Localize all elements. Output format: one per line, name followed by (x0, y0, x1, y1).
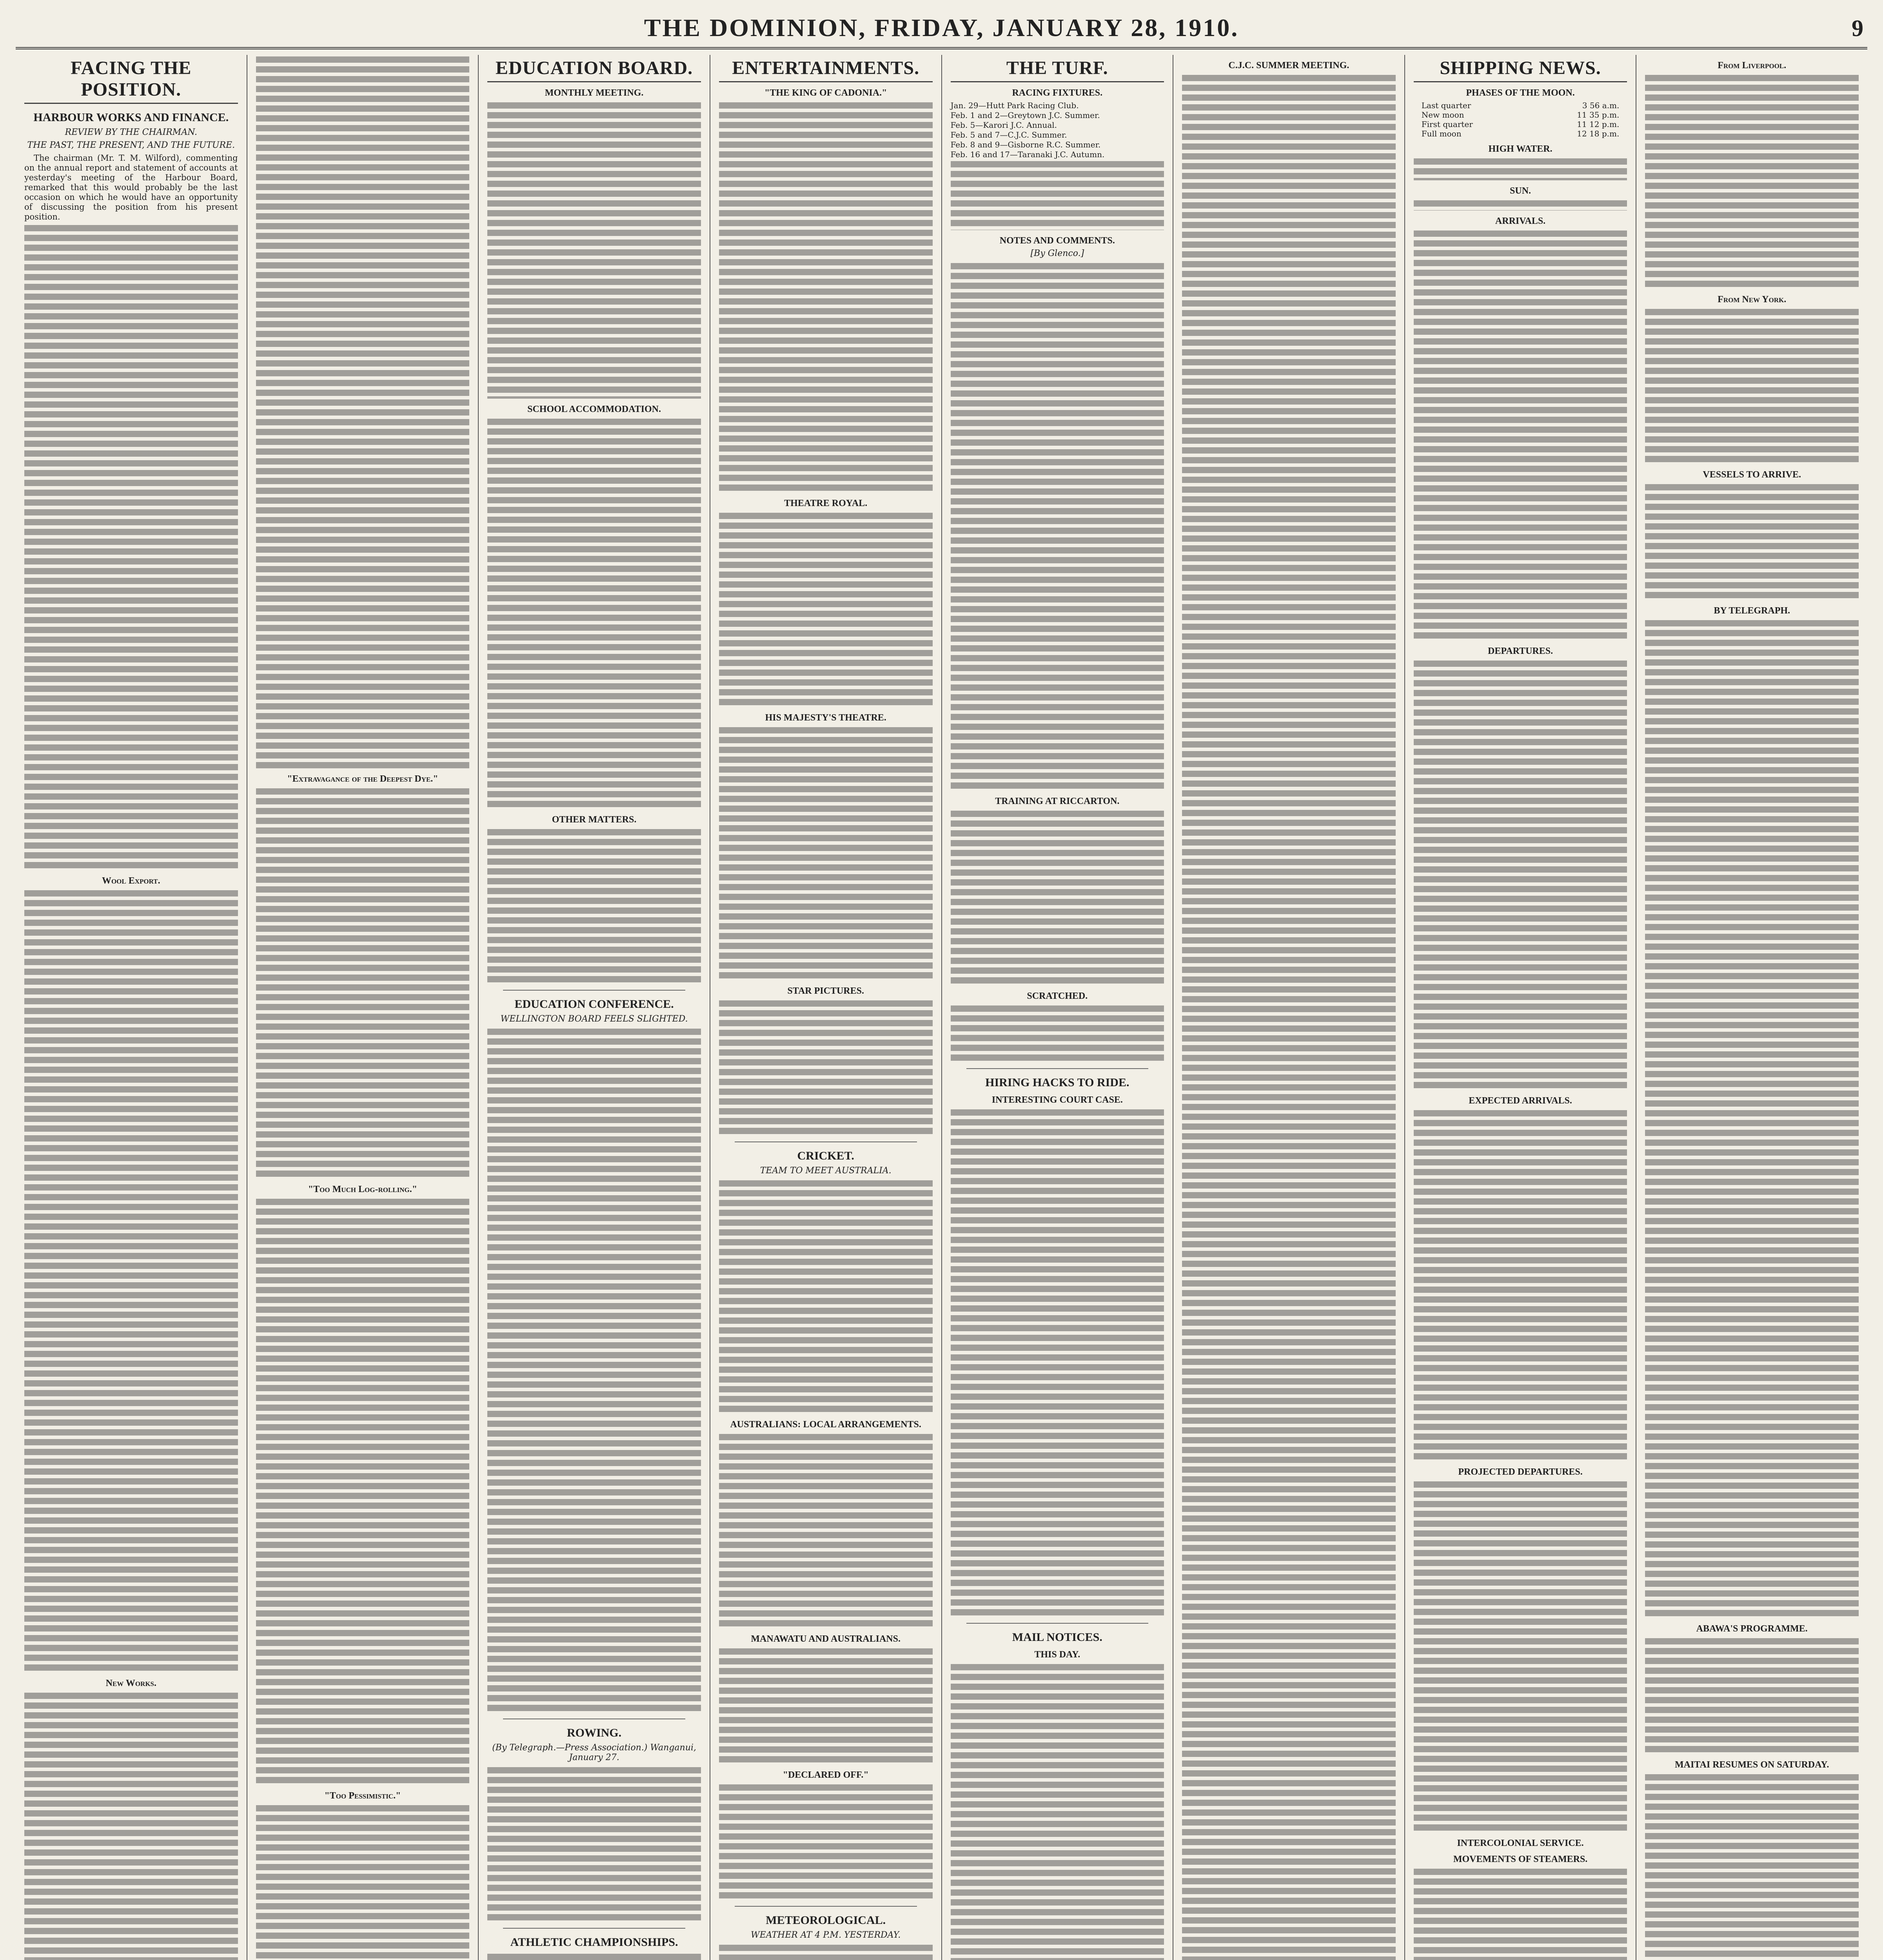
subhead-scratched: SCRATCHED. (1027, 991, 1088, 1001)
article-text-block (719, 999, 933, 1136)
headline-education-board: EDUCATION BOARD. (487, 57, 701, 82)
article-text-block (719, 1432, 933, 1628)
subhead-sun: SUN. (1510, 186, 1531, 196)
article-text-block (256, 787, 470, 1179)
article-text-block (1414, 1480, 1627, 1833)
fixture-item: Feb. 5 and 7—C.J.C. Summer. (950, 130, 1067, 140)
article-text-block (719, 1943, 933, 1960)
column-3 (479, 55, 710, 1960)
subhead-intercolonial: INTERCOLONIAL SERVICE. (1457, 1838, 1584, 1848)
subhead-projected-departures: PROJECTED DEPARTURES. (1458, 1467, 1583, 1477)
article-text-block (719, 1179, 933, 1414)
subhead-movements-steamers: MOVEMENTS OF STEAMERS. (1453, 1854, 1588, 1864)
subhead-from-new-york: From New York. (1718, 294, 1787, 305)
headline-hiring-hacks: HIRING HACKS TO RIDE. (985, 1076, 1129, 1089)
subhead-extravagance: "Extravagance of the Deepest Dye." (287, 774, 438, 784)
article-text-block (1645, 619, 1859, 1618)
article-text-block (487, 1766, 701, 1922)
article-text-block (951, 1662, 1164, 1960)
headline-meteorological: METEOROLOGICAL. (766, 1914, 886, 1927)
headline-cricket: CRICKET. (797, 1149, 854, 1162)
headline-facing-position: FACING THE POSITION. (24, 57, 238, 104)
article-text-block (1414, 659, 1627, 1090)
article-text-block (487, 101, 701, 399)
article-text-block (1645, 307, 1859, 464)
article-text-block (487, 1952, 701, 1960)
moon-row: Last quarter 3 56 a.m. (1421, 101, 1620, 110)
subhead-high-water: HIGH WATER. (1488, 144, 1553, 154)
subhead-too-pessimistic: "Too Pessimistic." (324, 1791, 401, 1801)
subhead-this-day: THIS DAY. (1034, 1650, 1080, 1660)
article-text-block (951, 160, 1164, 230)
headline-entertainments: ENTERTAINMENTS. (719, 57, 933, 82)
page-number: 9 (1852, 15, 1863, 41)
headline-shipping-news: SHIPPING NEWS. (1414, 57, 1627, 82)
article-text-block (719, 511, 933, 707)
subhead-expected-arrivals: EXPECTED ARRIVALS. (1469, 1096, 1572, 1106)
fixture-item: Feb. 5—Karori J.C. Annual. (950, 120, 1057, 130)
subhead-training-riccarton: TRAINING AT RICCARTON. (995, 796, 1120, 806)
moon-row: First quarter 11 12 p.m. (1421, 120, 1620, 129)
article-text-block (256, 1197, 470, 1785)
subhead-from-liverpool: From Liverpool. (1718, 60, 1787, 71)
headline-athletic-championships: ATHLETIC CHAMPIONSHIPS. (510, 1936, 678, 1949)
subhead-wool-export: Wool Export. (102, 876, 160, 886)
article-text-block (1414, 1867, 1627, 1960)
column-7 (1405, 55, 1637, 1960)
subhead-star-pictures: STAR PICTURES. (787, 986, 864, 996)
subhead-phases-moon: PHASES OF THE MOON. (1466, 88, 1575, 98)
subhead-school-accommodation: SCHOOL ACCOMMODATION. (527, 404, 661, 414)
divider (503, 990, 685, 991)
deck-weather: WEATHER AT 4 P.M. YESTERDAY. (751, 1930, 901, 1940)
deck-cricket: TEAM TO MEET AUSTRALIA. (760, 1166, 892, 1176)
article-text-block (951, 1108, 1164, 1617)
subhead-theatre-royal: THEATRE ROYAL. (784, 498, 868, 508)
divider (966, 1623, 1149, 1624)
article-text-block (1645, 1637, 1859, 1754)
moon-table (1422, 101, 1620, 138)
columns (16, 55, 1867, 1960)
newspaper-title: THE DOMINION, FRIDAY, JANUARY 28, 1910. (644, 14, 1239, 42)
moon-row: New moon 11 35 p.m. (1421, 110, 1620, 120)
lead-paragraph: The chairman (Mr. T. M. Wilford), commenting on the annual report and statement of accounts at yesterday's meeting of the Harbour Board, remarked that this would probably be the last occasion on which he would have an opportunity of discussing the position from his present position. (24, 153, 238, 221)
fixture-item: Feb. 1 and 2—Greytown J.C. Summer. (950, 111, 1100, 120)
article-text-block (256, 1804, 470, 1960)
article-text-block (487, 828, 701, 984)
fixture-item: Feb. 8 and 9—Gisborne R.C. Summer. (950, 140, 1101, 149)
subhead-manawatu: MANAWATU AND AUSTRALIANS. (751, 1634, 901, 1644)
deck-board-slighted: WELLINGTON BOARD FEELS SLIGHTED. (500, 1014, 688, 1024)
headline-rowing: ROWING. (567, 1726, 622, 1739)
subhead-abawa-programme: ABAWA'S PROGRAMME. (1696, 1624, 1808, 1634)
article-text-block (487, 417, 701, 809)
headline-education-conference: EDUCATION CONFERENCE. (514, 998, 674, 1011)
article-text-block (719, 1783, 933, 1900)
article-text-block (1645, 1773, 1859, 1960)
article-text-block (1414, 229, 1627, 641)
masthead (16, 12, 1867, 49)
article-text-block (951, 1004, 1164, 1063)
subhead-harbour-works: HARBOUR WORKS AND FINANCE. (33, 111, 229, 124)
article-text-block (719, 101, 933, 493)
deck-rowing: (By Telegraph.—Press Association.) Wanganui, January 27. (492, 1743, 696, 1762)
article-text-block (24, 1691, 238, 1960)
article-text-block (1645, 73, 1859, 289)
subhead-arrivals: ARRIVALS. (1495, 216, 1546, 226)
article-text-block (1645, 483, 1859, 600)
subhead-notes-comments: NOTES AND COMMENTS. (999, 236, 1115, 246)
subhead-vessels-to-arrive: VESSELS TO ARRIVE. (1703, 470, 1801, 480)
subhead-australians-local: AUSTRALIANS: LOCAL ARRANGEMENTS. (730, 1419, 921, 1430)
article-text-block (719, 726, 933, 980)
subhead-his-majestys: HIS MAJESTY'S THEATRE. (765, 713, 886, 723)
headline-cjc-summer: C.J.C. SUMMER MEETING. (1228, 60, 1349, 71)
article-text-block (256, 55, 470, 768)
article-text-block (951, 261, 1164, 791)
byline: [By Glenco.] (1030, 249, 1084, 258)
subhead-declared-off: "DECLARED OFF." (783, 1770, 869, 1780)
article-text-block (1414, 1109, 1627, 1461)
article-text-block (487, 1027, 701, 1713)
subhead-other-matters: OTHER MATTERS. (552, 815, 637, 825)
fixture-item: Feb. 16 and 17—Taranaki J.C. Autumn. (950, 150, 1105, 159)
article-text-block (1182, 73, 1396, 1960)
fixture-item: Jan. 29—Hutt Park Racing Club. (950, 101, 1079, 110)
subhead-king-of-cadonia: "THE KING OF CADONIA." (764, 88, 887, 98)
divider (735, 1906, 917, 1907)
moon-row: Full moon 12 18 p.m. (1421, 129, 1620, 138)
subhead-by-telegraph: BY TELEGRAPH. (1714, 606, 1790, 616)
column-6 (1173, 55, 1405, 1960)
article-text-block (719, 1647, 933, 1764)
column-1 (16, 55, 247, 1960)
column-2 (247, 55, 479, 1960)
headline-the-turf: THE TURF. (951, 57, 1164, 82)
deck-past-present: THE PAST, THE PRESENT, AND THE FUTURE. (27, 140, 235, 150)
article-body (24, 153, 238, 222)
divider (503, 1928, 685, 1929)
headline-mail-notices: MAIL NOTICES. (1012, 1631, 1102, 1644)
subhead-court-case: INTERESTING COURT CASE. (991, 1095, 1123, 1105)
subhead-monthly-meeting: MONTHLY MEETING. (545, 88, 644, 98)
deck-review: REVIEW BY THE CHAIRMAN. (65, 127, 198, 137)
column-4 (710, 55, 942, 1960)
divider (966, 1068, 1149, 1069)
subhead-log-rolling: "Too Much Log-rolling." (308, 1184, 418, 1194)
article-text-block (1414, 199, 1627, 211)
column-8 (1636, 55, 1867, 1960)
article-text-block (1414, 157, 1627, 180)
article-text-block (24, 223, 238, 870)
subhead-departures: DEPARTURES. (1488, 646, 1553, 656)
subhead-racing-fixtures: RACING FIXTURES. (1012, 88, 1103, 98)
column-5 (942, 55, 1174, 1960)
article-text-block (24, 889, 238, 1673)
subhead-maitai-resumes: MAITAI RESUMES ON SATURDAY. (1674, 1760, 1829, 1770)
article-text-block (951, 809, 1164, 985)
subhead-new-works: New Works. (105, 1678, 157, 1688)
fixtures-list (951, 101, 1164, 160)
